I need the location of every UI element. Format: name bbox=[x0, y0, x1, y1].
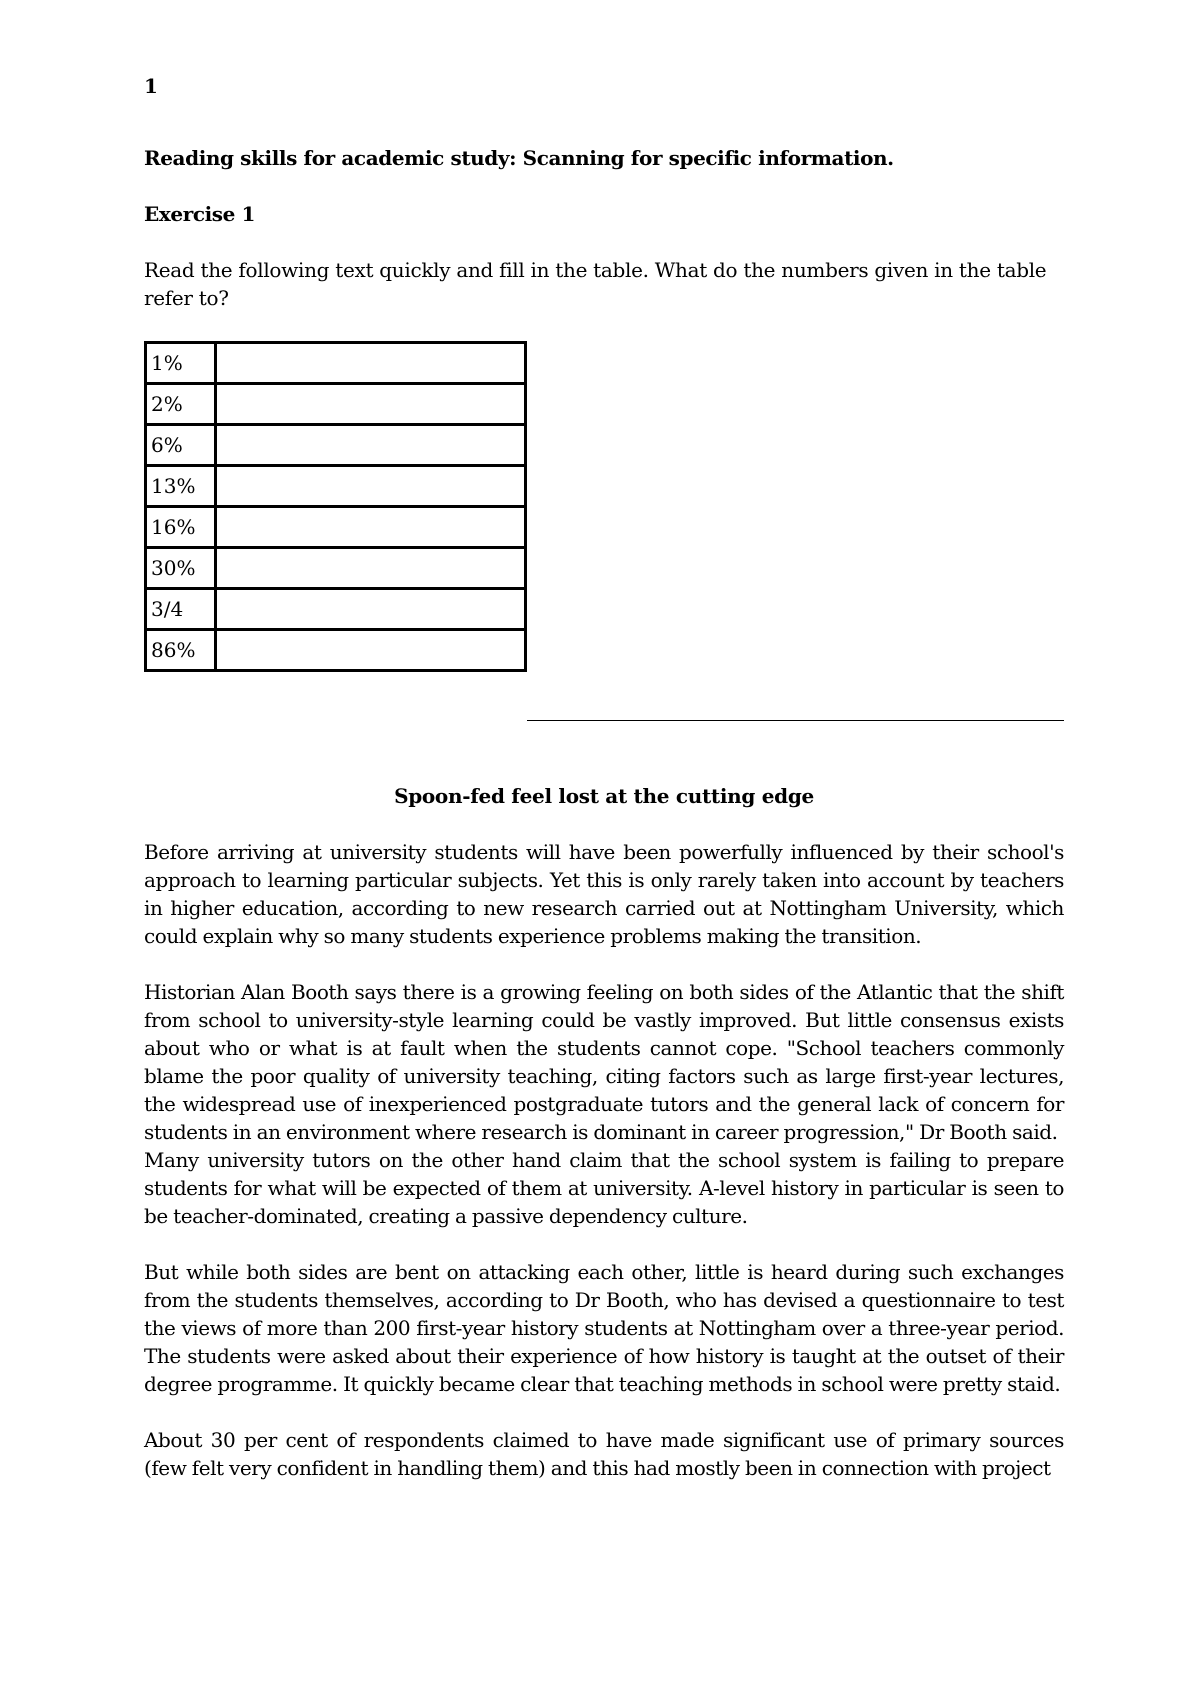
exercise-heading: Exercise 1 bbox=[144, 202, 256, 226]
table-row bbox=[146, 548, 526, 589]
row-label: 86% bbox=[146, 630, 216, 671]
answer-cell[interactable] bbox=[216, 384, 526, 425]
answer-cell[interactable] bbox=[216, 425, 526, 466]
row-label: 3/4 bbox=[146, 589, 216, 630]
document-page bbox=[144, 0, 1064, 1696]
table-row bbox=[146, 425, 526, 466]
row-label: 30% bbox=[146, 548, 216, 589]
answer-table-region bbox=[144, 341, 1064, 723]
answer-cell[interactable] bbox=[216, 548, 526, 589]
article-body bbox=[144, 838, 1064, 1482]
answer-cell[interactable] bbox=[216, 466, 526, 507]
article-paragraph: Historian Alan Booth says there is a growing feeling on both sides of the Atlantic that the shift from school to university-style learning could be vastly improved. But little consensus exists about who or what is at fault when the students cannot cope. "School teachers commonly blame the poor quality of university teaching, citing factors such as large first-year lectures, the widespread use of inexperienced postgraduate tutors and the general lack of concern for students in an environment where research is dominant in career progression," Dr Booth said. bbox=[144, 980, 1064, 1144]
row-label: 1% bbox=[146, 343, 216, 384]
page-number: 1 bbox=[144, 74, 158, 98]
answer-cell[interactable] bbox=[216, 589, 526, 630]
table-row bbox=[146, 343, 526, 384]
answer-cell[interactable] bbox=[216, 507, 526, 548]
instructions-text: Read the following text quickly and fill in the table. What do the numbers given in the table refer to? bbox=[144, 258, 1047, 310]
main-heading: Reading skills for academic study: Scanning for specific information. bbox=[144, 146, 894, 170]
article-paragraph: About 30 per cent of respondents claimed to have made significant use of primary sources (few felt very confident in handling them) and this had mostly been in connection with project bbox=[144, 1428, 1064, 1480]
table-row bbox=[146, 384, 526, 425]
answer-cell[interactable] bbox=[216, 343, 526, 384]
horizontal-rule bbox=[527, 720, 1064, 721]
article-title: Spoon-fed feel lost at the cutting edge bbox=[394, 784, 814, 808]
answer-table bbox=[144, 341, 527, 672]
table-row bbox=[146, 589, 526, 630]
article-paragraph: Many university tutors on the other hand claim that the school system is failing to prepare students for what will be expected of them at university. A-level history in particular is seen to be teacher-dominated, creating a passive dependency culture. bbox=[144, 1148, 1064, 1228]
row-label: 13% bbox=[146, 466, 216, 507]
row-label: 16% bbox=[146, 507, 216, 548]
row-label: 2% bbox=[146, 384, 216, 425]
table-row bbox=[146, 466, 526, 507]
row-label: 6% bbox=[146, 425, 216, 466]
table-row bbox=[146, 630, 526, 671]
answer-cell[interactable] bbox=[216, 630, 526, 671]
table-row bbox=[146, 507, 526, 548]
article-paragraph: But while both sides are bent on attacking each other, little is heard during such exchanges from the students themselves, according to Dr Booth, who has devised a questionnaire to test the views of more than 200 first-year history students at Nottingham over a three-year period. The students were asked about their experience of how history is taught at the outset of their degree programme. It quickly became clear that teaching methods in school were pretty staid. bbox=[144, 1260, 1064, 1396]
article-paragraph: Before arriving at university students will have been powerfully influenced by their school's approach to learning particular subjects. Yet this is only rarely taken into account by teachers in higher education, according to new research carried out at Nottingham University, which could explain why so many students experience problems making the transition. bbox=[144, 840, 1064, 948]
